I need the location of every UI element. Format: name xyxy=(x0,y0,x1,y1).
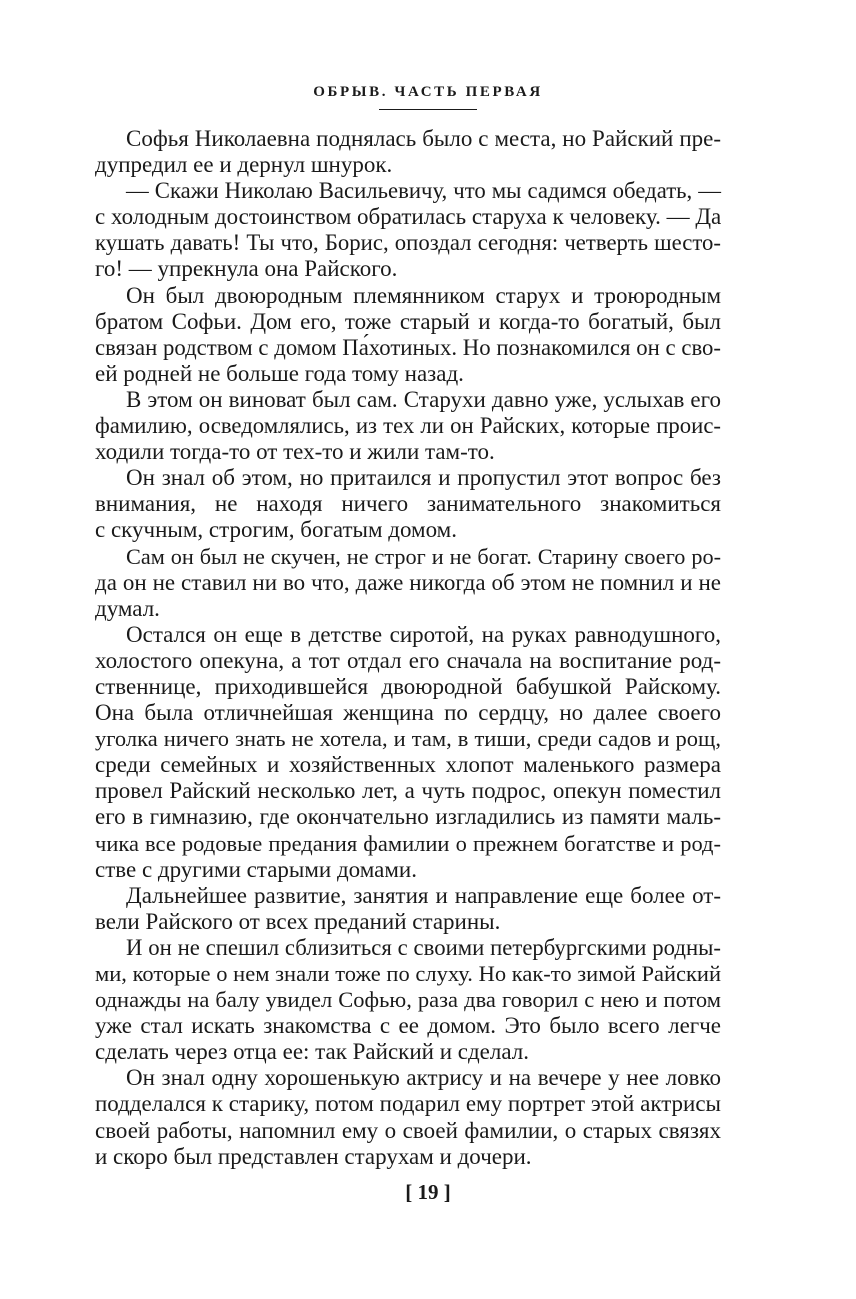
text-line: кушать давать! Ты что, Борис, опоздал сегодня: четверть шесто- xyxy=(95,230,721,256)
text-line: холостого опекуна, а тот отдал его сначала на воспитание род- xyxy=(95,647,721,673)
text-line: своей работы, напомнил ему о своей фамилии, о старых связях xyxy=(95,1117,721,1143)
text-line: ей родней не больше года тому назад. xyxy=(95,360,464,386)
text-line: Остался он еще в детстве сиротой, на руках равнодушного, xyxy=(126,621,721,647)
text-line: Она была отличнейшая женщина по сердцу, но далее своего xyxy=(95,700,721,726)
text-line: — Скажи Николаю Васильевичу, что мы садимся обедать, — xyxy=(126,178,721,204)
text-line: Он был двоюродным племянником старух и троюродным xyxy=(126,282,721,308)
text-line: ходили тогда-то от тех-то и жили там-то. xyxy=(95,439,495,465)
text-line: В этом он виноват был сам. Старухи давно уже, услыхав его xyxy=(126,386,721,412)
text-line: внимания, не находя ничего занимательного знакомиться xyxy=(95,491,721,517)
text-line: дупредил ее и дернул шнурок. xyxy=(95,152,393,178)
running-header: ОБРЫВ. ЧАСТЬ ПЕРВАЯ xyxy=(313,84,543,100)
text-line: Он знал одну хорошенькую актрису и на вечере у нее ловко xyxy=(126,1065,721,1091)
text-line: братом Софьи. Дом его, тоже старый и когда-то богатый, был xyxy=(95,308,721,334)
text-line: стве с другими старыми домами. xyxy=(95,856,417,882)
text-line: подделался к старику, потом подарил ему портрет этой актрисы xyxy=(95,1091,721,1117)
text-line: уже стал искать знакомства с ее домом. Это было всего легче xyxy=(95,1013,721,1039)
text-line: среди семейных и хозяйственных хлопот маленького размера xyxy=(95,752,721,778)
text-line: да он не ставил ни во что, даже никогда об этом не помнил и не xyxy=(95,569,721,595)
text-line: и скоро был представлен старухам и дочери. xyxy=(95,1143,532,1169)
text-line: го! — упрекнула она Райского. xyxy=(95,256,398,282)
text-line: связан родством с домом Па́хотиных. Но познакомился он с сво- xyxy=(95,334,721,360)
text-line: вели Райского от всех преданий старины. xyxy=(95,908,501,934)
page-number: [ 19 ] xyxy=(405,1180,451,1204)
text-line: с скучным, строгим, богатым домом. xyxy=(95,517,457,543)
text-line: однажды на балу увидел Софью, раза два говорил с нею и потом xyxy=(95,987,721,1013)
text-line: И он не спешил сблизиться с своими петербургскими родны- xyxy=(126,934,721,960)
text-line: ми, которые о нем знали тоже по слуху. Но как-то зимой Райский xyxy=(95,961,721,986)
text-line: провел Райский несколько лет, а чуть подрос, опекун поместил xyxy=(95,778,721,804)
header-rule xyxy=(379,109,477,110)
text-line: ственнице, приходившейся двоюродной бабушкой Райскому. xyxy=(95,673,721,699)
text-line: Дальнейшее развитие, занятия и направление еще более от- xyxy=(126,882,721,908)
text-line: фамилию, осведомлялись, из тех ли он Райских, которые проис- xyxy=(95,413,721,439)
body-text xyxy=(95,126,721,1170)
text-line: с холодным достоинством обратилась старуха к человеку. — Да xyxy=(95,204,722,230)
text-line: Софья Николаевна поднялась было с места, но Райский пре- xyxy=(126,126,721,151)
text-line: сделать через отца ее: так Райский и сделал. xyxy=(95,1039,529,1065)
text-line: Сам он был не скучен, не строг и не богат. Старину своего ро- xyxy=(126,543,721,569)
text-line: думал. xyxy=(95,595,160,621)
text-line: чика все родовые предания фамилии о прежнем богатстве и род- xyxy=(95,830,721,856)
text-line: Он знал об этом, но притаился и пропустил этот вопрос без xyxy=(126,465,721,491)
text-line: его в гимназию, где окончательно изгладились из памяти маль- xyxy=(95,804,721,830)
text-line: уголка ничего знать не хотела, и там, в тиши, среди садов и рощ, xyxy=(95,726,721,752)
